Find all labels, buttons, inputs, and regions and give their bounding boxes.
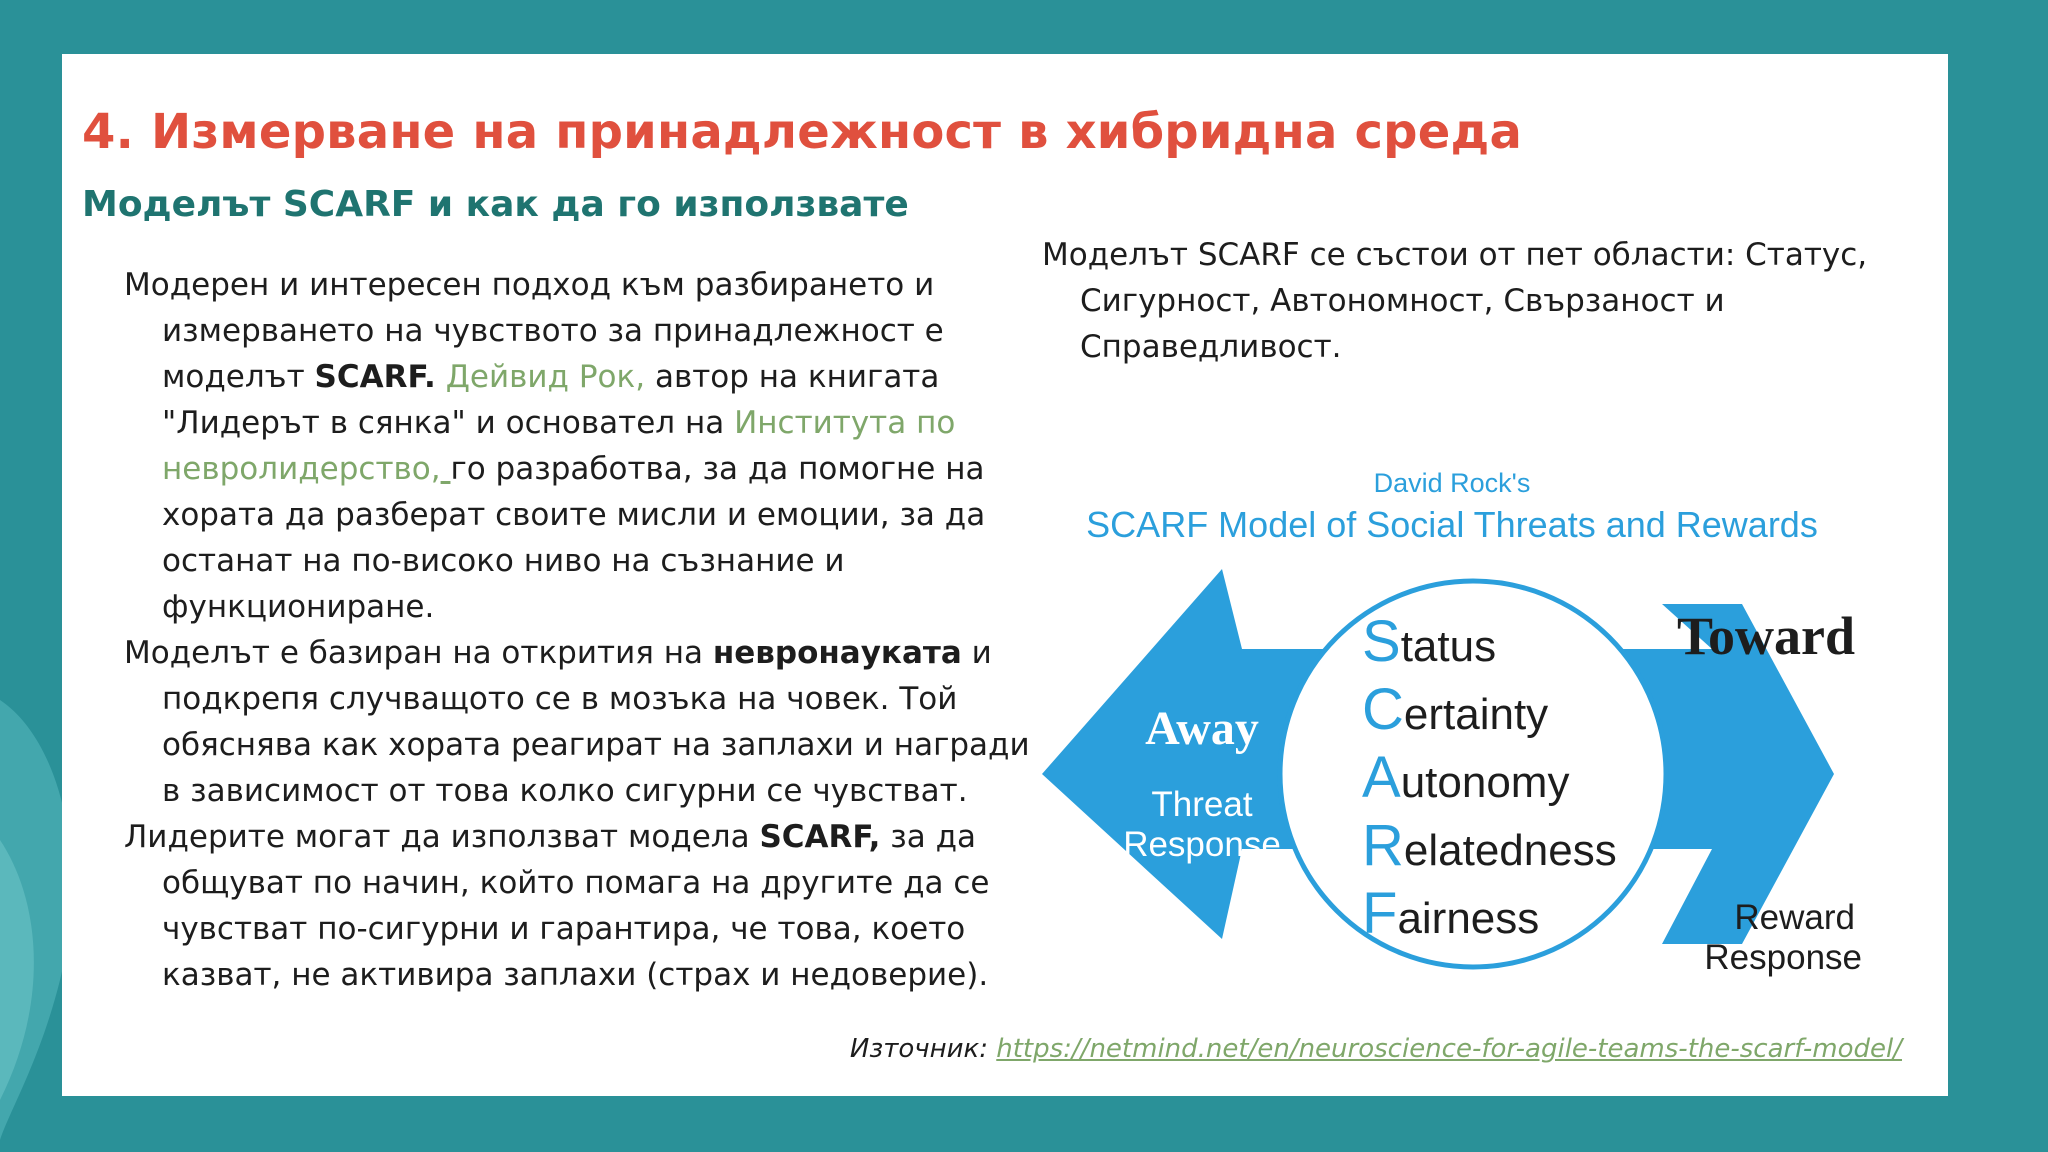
scarf-item-autonomy: Autonomy: [1362, 745, 1570, 810]
scarf-diagram: [1042, 399, 1952, 999]
diagram-title: SCARF Model of Social Threats and Rewards: [1086, 504, 1818, 545]
p1-link-space: [441, 451, 451, 487]
page-title: 4. Измерване на принадлежност в хибридна среда: [82, 104, 1523, 160]
source-line: [850, 1034, 1902, 1064]
diagram-author: David Rock's: [1373, 468, 1531, 498]
p2-text-a: Моделът е базиран на открития на: [124, 635, 713, 671]
p1-text-a: Модерен и интересен подход към разбирането и измерването на чувството за принадлежност е моделът: [124, 267, 944, 395]
scarf-item-fairness: Fairness: [1362, 881, 1540, 946]
response-right-label: Response: [1704, 938, 1862, 977]
right-text-block: [1042, 232, 1872, 370]
p1-scarf-bold: SCARF.: [314, 359, 436, 395]
source-label: Източник:: [849, 1034, 988, 1064]
page-subtitle: Моделът SCARF и как да го използвате: [82, 184, 909, 225]
reward-label: Reward: [1734, 898, 1855, 937]
scarf-item-relatedness: Relatedness: [1362, 813, 1617, 878]
scarf-item-certainty: Certainty: [1362, 677, 1549, 742]
response-left-label: Response: [1123, 825, 1281, 864]
toward-label: Toward: [1676, 606, 1855, 666]
p3-text-a: Лидерите могат да използват модела: [124, 819, 760, 855]
paragraph-2: [124, 630, 1044, 814]
p1-text-d: автор на книгата "Лидерът в сянка" и основател на: [162, 359, 940, 441]
scarf-item-status: Status: [1362, 609, 1497, 674]
away-label: Away: [1145, 702, 1259, 755]
p1-text-g: го разработва, за да помогне на хората да разберат своите мисли и емоции, за да останат на по-високо ниво на съзнание и функциониране.: [162, 451, 986, 625]
p2-text-c: и подкрепя случващото се в мозъка на човек. Той обяснява как хората реагират на заплахи и награди в зависимост от това колко сигурни се чувстват.: [162, 635, 1030, 809]
p1-institute-link[interactable]: Института по невролидерство,: [162, 405, 956, 487]
p2-neuroscience-bold: невронауката: [712, 635, 962, 671]
p3-scarf-bold: SCARF,: [759, 819, 881, 855]
scarf-areas-paragraph: Моделът SCARF се състои от пет области: Статус, Сигурност, Автономност, Свързаност и Справедливост.: [1042, 237, 1868, 365]
left-text-block: [124, 262, 1044, 998]
paragraph-1: [124, 262, 1044, 630]
source-link[interactable]: https://netmind.net/en/neuroscience-for-agile-teams-the-scarf-model/: [996, 1034, 1902, 1064]
threat-label: Threat: [1151, 785, 1253, 824]
paragraph-3: [124, 814, 1044, 998]
slide-content: [62, 54, 1948, 1096]
p1-david-rock-link[interactable]: Дейвид Рок,: [445, 359, 646, 395]
p3-text-c: за да общуват по начин, който помага на другите да се чувстват по-сигурни и гарантира, че това, което казват, не активира заплахи (страх и недоверие).: [162, 819, 990, 993]
